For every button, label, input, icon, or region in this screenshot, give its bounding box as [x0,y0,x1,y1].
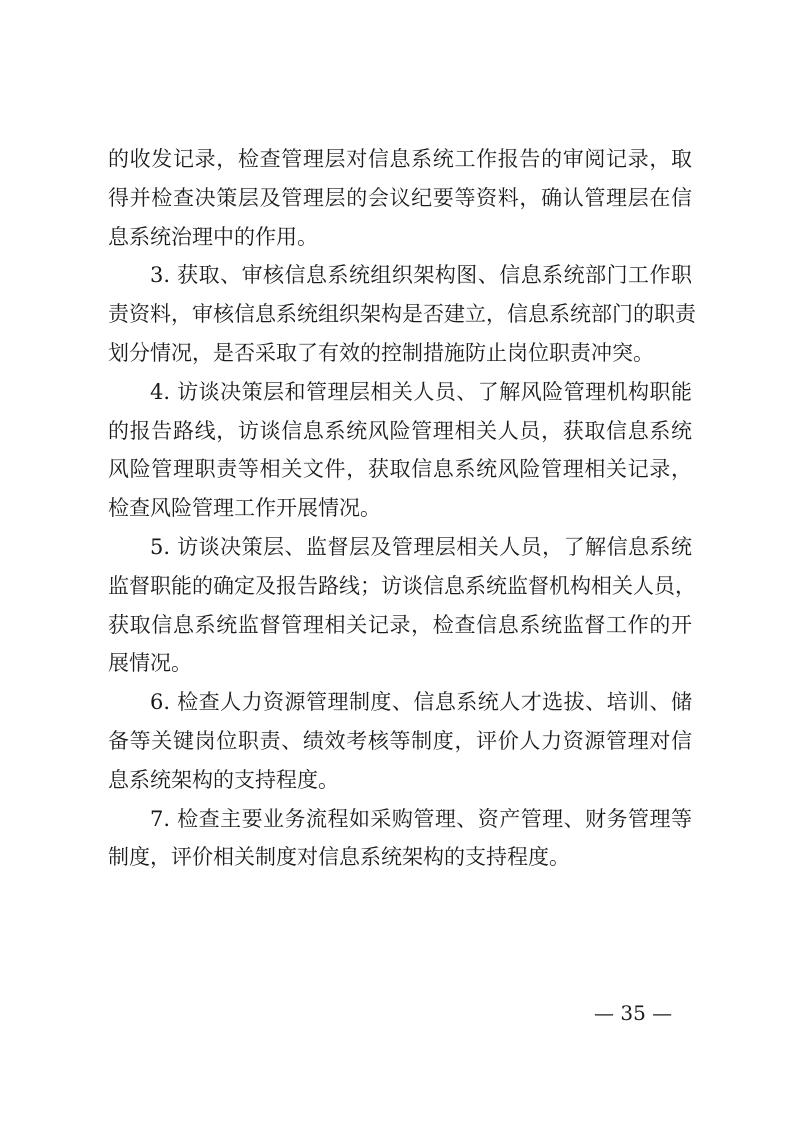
text-line: 制度，评价相关制度对信息系统架构的支持程度。 [108,845,570,870]
text-line: 获取信息系统监督管理相关记录，检查信息系统监督工作的开 [108,612,692,637]
text-line: 风险管理职责等相关文件，获取信息系统风险管理相关记录， [108,457,692,482]
text-line [108,528,692,567]
text-line [108,256,692,295]
text-line: 检查风险管理工作开展情况。 [108,496,381,521]
text-line-content: 3. 获取、审核信息系统组织架构图、信息系统部门工作职 [150,263,692,288]
text-line-content: 7. 检查主要业务流程如采购管理、资产管理、财务管理等 [150,806,692,831]
text-line: 息系统架构的支持程度。 [108,767,339,792]
text-line: 监督职能的确定及报告路线；访谈信息系统监督机构相关人员， [108,573,696,598]
paragraph-1 [108,140,692,256]
text-line-content: 5. 访谈决策层、监督层及管理层相关人员，了解信息系统 [150,534,692,559]
text-line [108,683,692,722]
text-line [108,800,692,839]
body-text [108,140,696,877]
text-line [108,373,692,412]
page-number: — 35 — [594,1001,673,1025]
paragraph-item-6 [108,683,692,799]
text-line-content: 6. 检查人力资源管理制度、信息系统人才选拔、培训、储 [150,690,692,715]
text-line: 展情况。 [108,651,192,676]
paragraph-item-5 [108,528,696,683]
text-line: 备等关键岗位职责、绩效考核等制度，评价人力资源管理对信 [108,728,692,753]
text-line: 息系统治理中的作用。 [108,224,318,249]
text-line: 责资料，审核信息系统组织架构是否建立，信息系统部门的职责 [108,302,696,327]
paragraph-item-3 [108,256,696,372]
text-line: 的收发记录，检查管理层对信息系统工作报告的审阅记录，取 [108,147,692,171]
paragraph-item-4 [108,373,692,528]
text-line-content: 4. 访谈决策层和管理层相关人员、了解风险管理机构职能 [150,379,692,404]
text-line: 得并检查决策层及管理层的会议纪要等资料，确认管理层在信 [108,185,692,210]
paragraph-item-7 [108,800,692,878]
text-line: 划分情况，是否采取了有效的控制措施防止岗位职责冲突。 [108,340,654,365]
text-line: 的报告路线，访谈信息系统风险管理相关人员，获取信息系统 [108,418,692,443]
